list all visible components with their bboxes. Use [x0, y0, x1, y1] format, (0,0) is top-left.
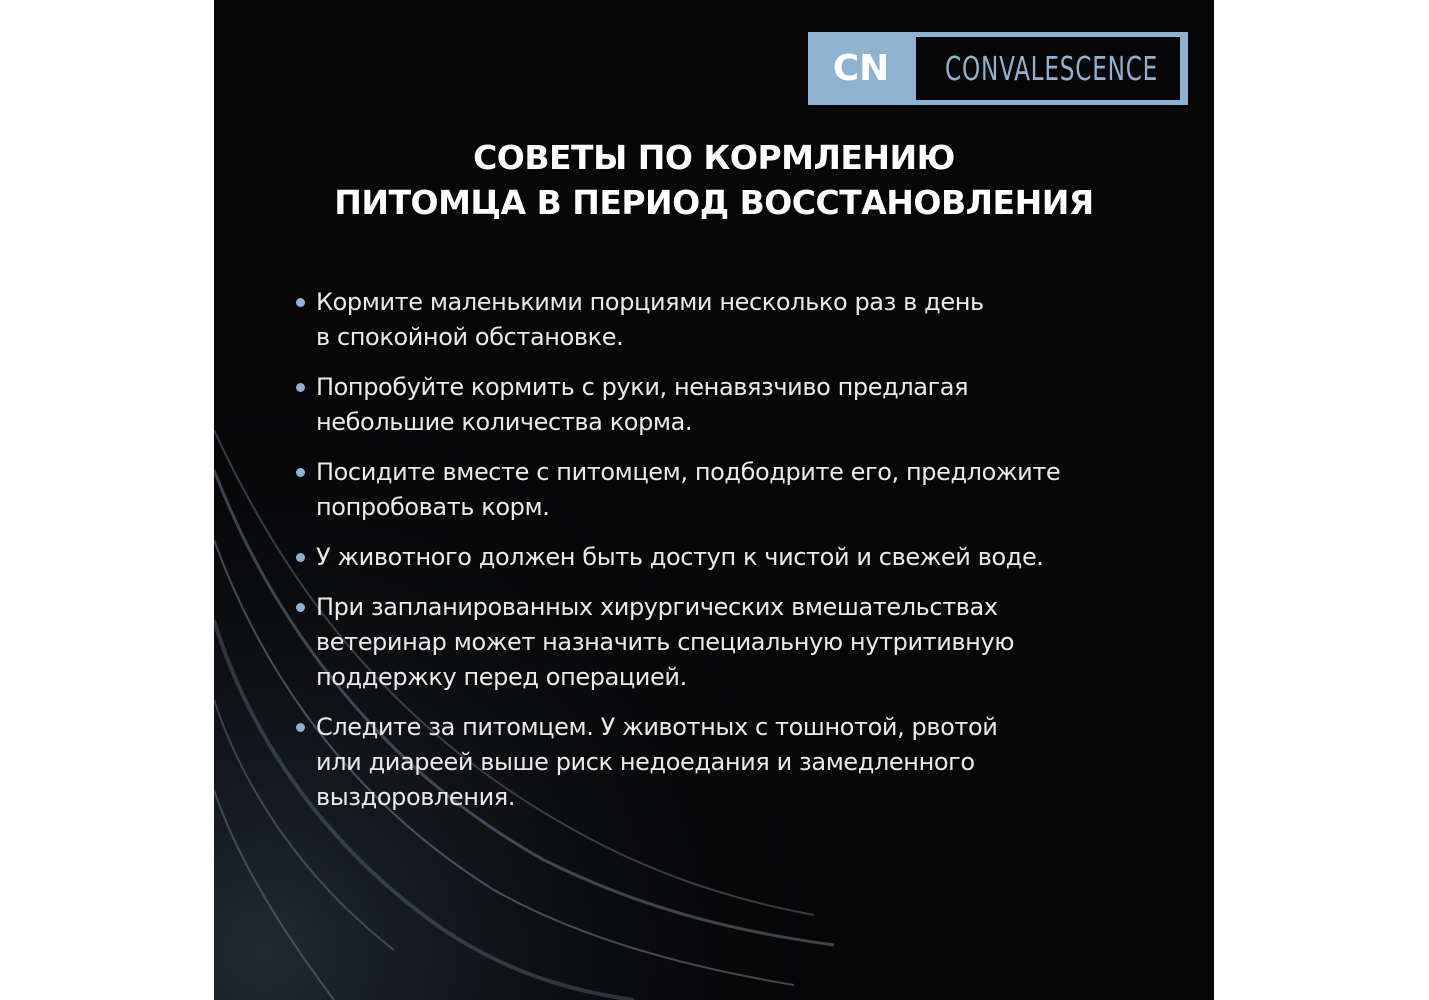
bullet-dot — [296, 553, 305, 562]
tip-line: выздоровления. — [316, 783, 516, 811]
bullet-dot — [296, 603, 305, 612]
badge-name: CONVALESCENCE — [945, 49, 1159, 88]
bullet-dot — [296, 383, 305, 392]
tip-item — [292, 285, 1192, 355]
tip-line: Кормите маленькими порциями несколько раз в день — [316, 288, 984, 316]
tip-line: поддержку перед операцией. — [316, 663, 687, 691]
title-line-2: ПИТОМЦА В ПЕРИОД ВОССТАНОВЛЕНИЯ — [334, 183, 1094, 222]
tips-list — [292, 285, 1192, 830]
tip-line: или диареей выше риск недоедания и замедленного — [316, 748, 975, 776]
tip-item — [292, 590, 1192, 695]
tip-item — [292, 370, 1192, 440]
tip-line: в спокойной обстановке. — [316, 323, 624, 351]
bullet-dot — [296, 723, 305, 732]
title-line-1: СОВЕТЫ ПО КОРМЛЕНИЮ — [473, 138, 955, 177]
tip-line: ветеринар может назначить специальную нутритивную — [316, 628, 1015, 656]
page-title — [214, 135, 1214, 225]
tip-line: При запланированных хирургических вмешательствах — [316, 593, 998, 621]
tip-line: небольшие количества корма. — [316, 408, 693, 436]
tip-line: Попробуйте кормить с руки, ненавязчиво предлагая — [316, 373, 969, 401]
badge-code: CN — [832, 48, 890, 89]
tip-line: У животного должен быть доступ к чистой и свежей воде. — [316, 543, 1044, 571]
tip-line: попробовать корм. — [316, 493, 550, 521]
tip-line: Следите за питомцем. У животных с тошнотой, рвотой — [316, 713, 998, 741]
tip-item — [292, 710, 1192, 815]
tip-item — [292, 455, 1192, 525]
info-card — [214, 0, 1214, 1000]
tip-item — [292, 540, 1192, 575]
badge-name-box — [916, 37, 1180, 100]
bullet-dot — [296, 298, 305, 307]
product-badge — [808, 32, 1188, 105]
bullet-dot — [296, 468, 305, 477]
tip-line: Посидите вместе с питомцем, подбодрите его, предложите — [316, 458, 1061, 486]
